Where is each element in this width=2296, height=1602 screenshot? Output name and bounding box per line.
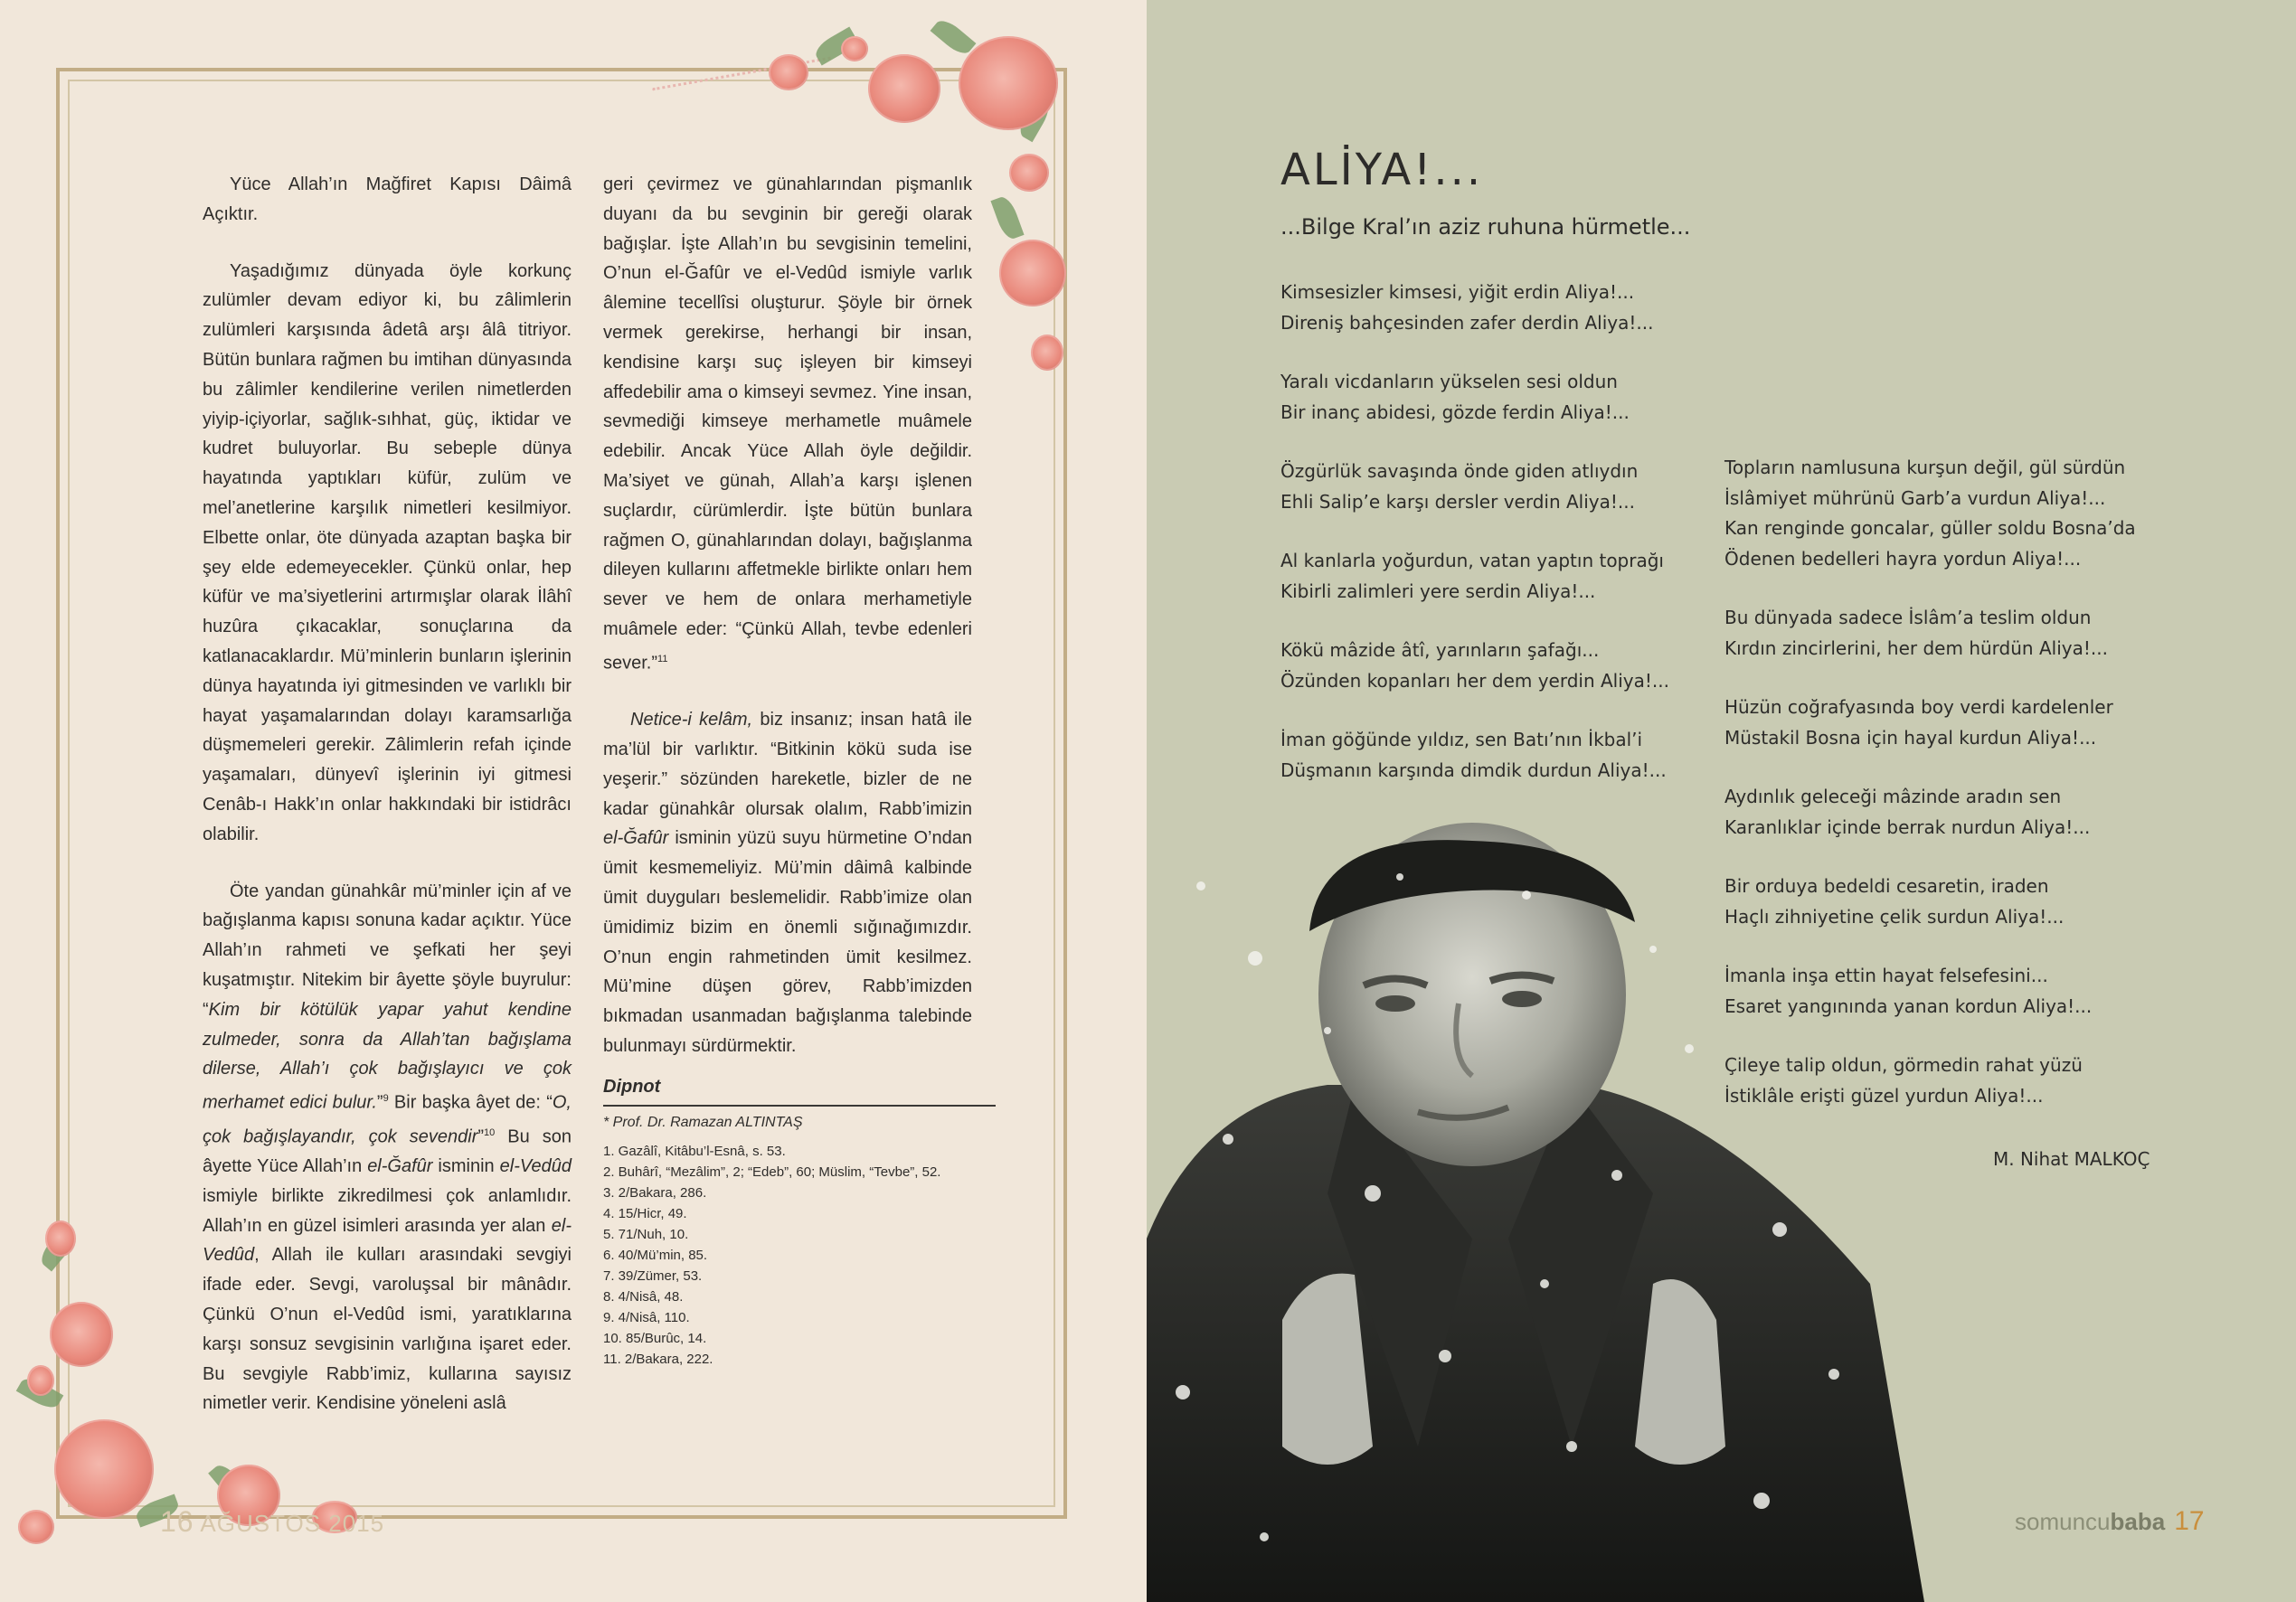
footnote-item: 1. Gazâlî, Kitâbu’l-Esnâ, s. 53. <box>603 1143 786 1159</box>
poem-line: Bu dünyada sadece İslâm’a teslim oldun <box>1724 607 2092 628</box>
poem-stanza <box>1724 603 2136 664</box>
poem-line: Kökü mâzide âtî, yarınların şafağı... <box>1280 639 1600 661</box>
poem-line: Topların namlusuna kurşun değil, gül sürdün <box>1724 457 2126 478</box>
paragraph: Netice-i kelâm, biz insanız; insan hatâ ile ma’lül bir varlıktır. “Bitkinin kökü suda ise yeşerir.” sözünden hareketle, bizler de ne kadar günahkâr olursak olalım, Rabb’imizin el-Ğafûr isminin yüzü suyu hürmetine O’ndan ümit kesmemeliyiz. Mü’min dâimâ kalbinde ümit duyguları beslemelidir. Rabb’imize olan ümidimiz bizim en önemli sığınağımızdır. O’nun engin rahmetinden ümit kesilmez. Mü’mine düşen görev, Rabb’imizden bıkmadan usanmadan bağışlanma talebinde bulunmayı sürdürmektir. <box>603 710 972 1056</box>
poem-stanza <box>1724 693 2136 753</box>
poem-line: İstiklâle erişti güzel yurdun Aliya!... <box>1724 1084 2044 1107</box>
poem-line: Aydınlık geleceği mâzinde aradın sen <box>1724 786 2062 807</box>
poem-subtitle: ...Bilge Kral’ın aziz ruhuna hürmetle... <box>1280 214 1691 240</box>
poem-stanza <box>1280 636 1669 696</box>
poem-line: Al kanlarla yoğurdun, vatan yaptın toprağı <box>1280 550 1664 571</box>
poem-line: İslâmiyet mührünü Garb’a vurdun Aliya!... <box>1724 486 2106 509</box>
poem-line: Karanlıklar içinde berrak nurdun Aliya!... <box>1724 815 2091 838</box>
poem-line: Özgürlük savaşında önde giden atlıydın <box>1280 460 1639 482</box>
footnote-item: 10. 85/Burûc, 14. <box>603 1330 707 1346</box>
author-note: * Prof. Dr. Ramazan ALTINTAŞ <box>603 1114 803 1130</box>
poem-line: Bir orduya bedeldi cesaretin, iraden <box>1724 875 2049 897</box>
section-heading: Yüce Allah’ın Mağfiret Kapısı Dâimâ Açıktır. <box>203 174 572 224</box>
poem-title: ALİYA!... <box>1280 145 1484 195</box>
poem-line: Esaret yangınında yanan kordun Aliya!... <box>1724 994 2093 1017</box>
poem-line: İman göğünde yıldız, sen Batı’nın İkbal’i <box>1280 729 1643 750</box>
poem-stanza <box>1280 725 1669 786</box>
poem-line: Hüzün coğrafyasında boy verdi kardelenler <box>1724 696 2113 718</box>
poem-line: Ödenen bedelleri hayra yordun Aliya!... <box>1724 547 2082 570</box>
footnote-item: 8. 4/Nisâ, 48. <box>603 1288 684 1305</box>
left-page <box>0 0 1147 1602</box>
magazine-brand: somuncubaba 17 <box>2015 1506 2205 1536</box>
poem-line: Yaralı vicdanların yükselen sesi oldun <box>1280 371 1618 392</box>
footnote-item: 9. 4/Nisâ, 110. <box>603 1309 690 1325</box>
poem-stanza <box>1280 546 1669 607</box>
poem-stanza <box>1724 453 2136 574</box>
poem-stanza <box>1280 457 1669 517</box>
poem-line: Özünden kopanları her dem yerdin Aliya!... <box>1280 669 1669 692</box>
footnote-list <box>603 1141 972 1370</box>
poem-line: Ehli Salip’e karşı dersler verdin Aliya!... <box>1280 490 1635 513</box>
poem-line: Direniş bahçesinden zafer derdin Aliya!... <box>1280 311 1654 334</box>
poem-line: Kibirli zalimleri yere serdin Aliya!... <box>1280 580 1596 602</box>
footnote-item: 11. 2/Bakara, 222. <box>603 1351 713 1367</box>
poem-line: Kırdın zincirlerini, her dem hürdün Aliya!... <box>1724 636 2108 659</box>
poem-stanzas-left <box>1280 278 1669 815</box>
poem-stanza <box>1280 278 1669 338</box>
footnote-item: 3. 2/Bakara, 286. <box>603 1184 707 1201</box>
poem-line: Bir inanç abidesi, gözde ferdin Aliya!... <box>1280 400 1630 423</box>
footnote-item: 7. 39/Zümer, 53. <box>603 1267 703 1284</box>
poem-author: M. Nihat MALKOÇ <box>1993 1148 2150 1170</box>
article-column-2 <box>603 170 972 1370</box>
right-page <box>1147 0 2296 1602</box>
footnote-item: 6. 40/Mü’min, 85. <box>603 1247 708 1263</box>
poem-line: Kan renginde goncalar, güller soldu Bosna’da <box>1724 517 2136 539</box>
paragraph: Yaşadığımız dünyada öyle korkunç zulümler devam ediyor ki, bu zâlimlerin zulümleri karşısında âdetâ arşı âlâ titriyor. Bütün bunlara rağmen bu imtihan dünyasında bu zâlimler kendilerine verilen nimetlerden yiyip-içiyorlar, sağlık-sıhhat, güç, iktidar ve kudret buluyorlar. Bu sebeple dünya hayatında yaptıkları küfür, zulüm ve mel’anetlerine karşılık nimetleri kesilmiyor. Elbette onlar, öte dünyada azaptan başka bir şey elde edemeyecekler. Çünkü onlar, hep küfür ve ma’siyetlerini artırmışlar olarak İlâhî huzûra çıkacaklar, sonuçlarına da katlanacaklardır. Mü’minlerin bunların işlerinin dünya hayatında iyi gitmesinden ve varlıklı bir hayat yaşamalarından dolayı karamsarlığa düşmemeleri gerekir. Zâlimlerin refah içinde yaşamaları, dünyevî işlerinin iyi gitmesi Cenâb-ı Hakk’ın onlar hakkındaki bir istidrâcı olabilir. <box>203 260 572 844</box>
poem-stanza <box>1280 367 1669 428</box>
divider <box>603 1105 996 1107</box>
paragraph: geri çevirmez ve günahlarından pişmanlık duyanı da bu sevginin bir gereği olarak bağışlar. İşte Allah’ın bu sevgisinin temelini, O’nun el-Ğafûr ve el-Vedûd ismiyle varlık âlemine tecellîsi oluşturur. Şöyle bir örnek vermek gerekirse, herhangi bir insan, kendisine karşı suç işleyen bir kimseyi affedebilir ama o kimseyi sevmez. Yine insan, sevmediği kimseye merhametle muâmele edebilir. Ancak Yüce Allah öyle değildir. Ma’siyet ve günah, Allah’a karşı işlenen suçlardır, cürümlerdir. İşte bütün bunlara rağmen O, günahlarından dolayı, bağışlanma dileyen kullarını affetmekle birlikte onları hem sever ve hem de onlara merhametiyle muâmele eder: “Çünkü Allah, tevbe edenleri sever.”$^{11}$ <box>603 174 972 674</box>
portrait-photo <box>1147 814 1924 1602</box>
paragraph: Öte yandan günahkâr mü’minler için af ve bağışlanma kapısı sonuna kadar açıktır. Yüce Allah’ın rahmeti ve şefkati her şeyi kuşatmıştır. Nitekim bir âyette şöyle buyrulur: “Kim bir kötülük yapar yahut kendine zulmeder, sonra da Allah’tan bağışlama dilerse, Allah’ı çok bağışlayıcı ve çok merhamet edici bulur.”$^9$ Bir başka âyet de: “O, çok bağışlayandır, çok sevendir”$^{10}$ Bu son âyette Yüce Allah’ın el-Ğafûr isminin el-Vedûd ismiyle birlikte zikredilmesi çok anlamlıdır. Allah’ın en güzel isimleri arasında yer alan el-Vedûd, Allah ile kulları arasındaki sevgiyi ifade eder. Sevgi, varoluşsal bir mânâdır. Çünkü O’nun el-Vedûd ismi, yaratıklarına karşı sonsuz sevgisinin varlığına işaret eder. Bu sevgiyle Rabb’imiz, kullarına sayısız nimetler verir. Kendisine yöneleni aslâ <box>203 881 572 1414</box>
footnote-title: Dipnot <box>603 1076 661 1097</box>
poem-line: Haçlı zihniyetine çelik surdun Aliya!... <box>1724 905 2065 928</box>
poem-line: Müstakil Bosna için hayal kurdun Aliya!... <box>1724 726 2097 749</box>
article-column-1 <box>203 170 572 1418</box>
poem-line: Düşmanın karşında dimdik durdun Aliya!... <box>1280 759 1667 781</box>
footnote-item: 5. 71/Nuh, 10. <box>603 1226 689 1242</box>
poem-line: İmanla inşa ettin hayat felsefesini... <box>1724 965 2048 986</box>
page-number: 16 AĞUSTOS 2015 <box>160 1505 385 1538</box>
footnote-item: 2. Buhârî, “Mezâlim”, 2; “Edeb”, 60; Müslim, “Tevbe”, 52. <box>603 1164 941 1180</box>
footnote-item: 4. 15/Hicr, 49. <box>603 1205 687 1221</box>
poem-line: Çileye talip oldun, görmedin rahat yüzü <box>1724 1054 2083 1076</box>
poem-line: Kimsesizler kimsesi, yiğit erdin Aliya!... <box>1280 281 1635 303</box>
